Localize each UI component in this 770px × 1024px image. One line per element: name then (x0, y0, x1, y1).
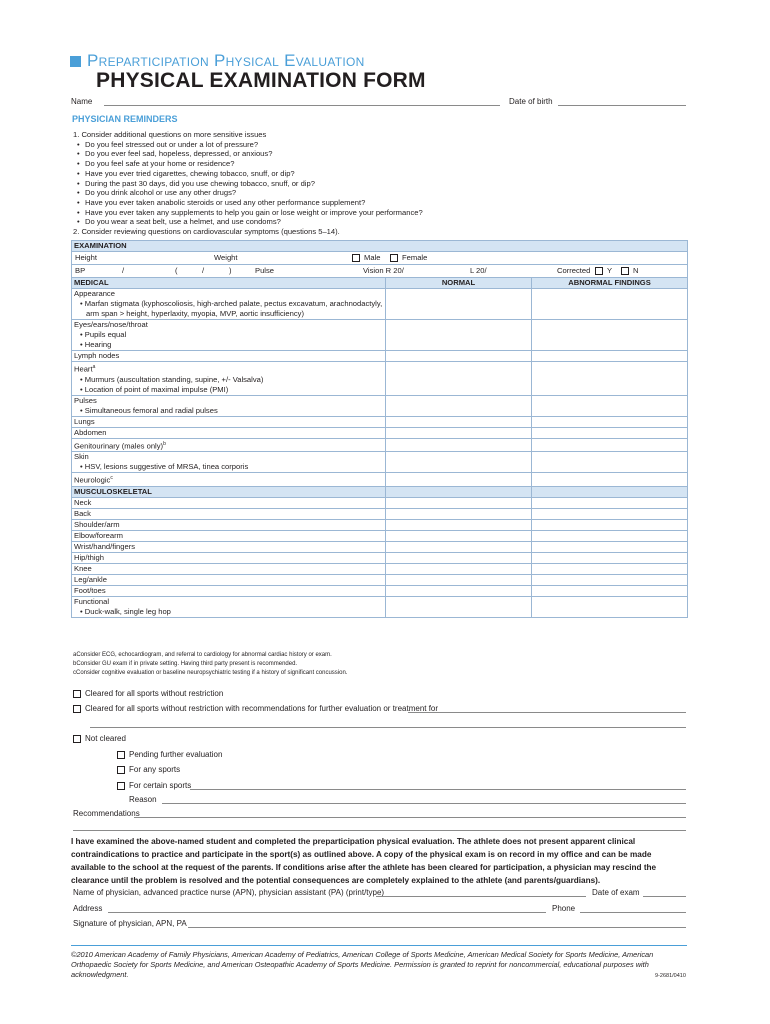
table-row (72, 552, 688, 563)
normal-cell[interactable] (386, 563, 532, 574)
form-title: PHYSICAL EXAMINATION FORM (96, 69, 426, 92)
row-label: Pulses (74, 395, 97, 405)
normal-cell[interactable] (386, 351, 532, 362)
abnormal-cell[interactable] (532, 438, 688, 452)
abnormal-cell[interactable] (532, 320, 688, 351)
row-label: Shoulder/arm (72, 519, 386, 530)
table-row (72, 574, 688, 585)
corrected-no-checkbox[interactable]: N (621, 266, 638, 276)
abnormal-cell[interactable] (532, 351, 688, 362)
normal-cell[interactable] (386, 596, 532, 617)
normal-cell[interactable] (386, 473, 532, 487)
recommendations-field-line2[interactable] (73, 830, 686, 831)
height-label: Height (75, 253, 97, 262)
signature-label: Signature of physician, APN, PA (73, 919, 187, 928)
table-row (72, 320, 688, 351)
reminder-bullet: • Have you ever taken anabolic steroids or used any other performance supplement? (73, 198, 423, 208)
bp-paren-close: ) (229, 266, 232, 275)
abnormal-cell[interactable] (532, 508, 688, 519)
row-label: Lymph nodes (72, 351, 386, 362)
row-bullet: • Simultaneous femoral and radial pulses (80, 405, 218, 415)
row-label: Foot/toes (72, 585, 386, 596)
table-row (72, 563, 688, 574)
row-bullet: • HSV, lesions suggestive of MRSA, tinea corporis (80, 462, 249, 472)
table-row (72, 351, 688, 362)
vitals-row (72, 265, 688, 278)
table-row (72, 497, 688, 508)
row-label: Genitourinary (males only)$^b$ (72, 438, 386, 452)
table-row (72, 530, 688, 541)
reminder-bullet: • Do you ever feel sad, hopeless, depressed, or anxious? (73, 149, 423, 159)
abnormal-column-heading: ABNORMAL FINDINGS (532, 278, 688, 289)
corrected-label: Corrected (557, 266, 591, 275)
dob-label: Date of birth (509, 97, 553, 106)
reminders-list (73, 130, 423, 237)
row-label: Back (72, 508, 386, 519)
date-of-exam-label: Date of exam (592, 888, 640, 897)
normal-column-heading: NORMAL (386, 278, 532, 289)
abnormal-cell[interactable] (532, 289, 688, 320)
normal-cell[interactable] (386, 497, 532, 508)
header-square-icon (70, 56, 81, 67)
normal-cell[interactable] (386, 320, 532, 351)
normal-cell[interactable] (386, 416, 532, 427)
abnormal-cell[interactable] (532, 416, 688, 427)
medical-heading: MEDICAL (72, 278, 386, 289)
bp-slash-2: / (202, 266, 205, 275)
normal-cell[interactable] (386, 289, 532, 320)
vision-left-label: L 20/ (470, 266, 487, 275)
reminder-bullet: • Do you feel stressed out or under a lot of pressure? (73, 140, 423, 150)
pending-evaluation-checkbox[interactable]: Pending further evaluation (117, 750, 222, 759)
row-label: Hip/thigh (72, 552, 386, 563)
physician-name-field[interactable] (376, 896, 586, 897)
musculoskeletal-heading: MUSCULOSKELETAL (72, 486, 386, 497)
table-row (72, 519, 688, 530)
form-code: 9-2681/0410 (655, 973, 686, 979)
row-bullet-cont: arm span > height, hyperlaxity, myopia, MVP, aortic insufficiency) (86, 309, 304, 318)
abnormal-cell[interactable] (532, 395, 688, 416)
row-bullet: • Marfan stigmata (kyphoscoliosis, high-arched palate, pectus excavatum, arachnodactyly, (80, 299, 383, 308)
phone-field[interactable] (580, 912, 686, 913)
row-label: Abdomen (72, 427, 386, 438)
abnormal-cell[interactable] (532, 574, 688, 585)
address-field[interactable] (108, 912, 546, 913)
abnormal-cell[interactable] (532, 541, 688, 552)
normal-cell[interactable] (386, 362, 532, 396)
vision-right-label: Vision R 20/ (363, 266, 404, 275)
row-bullet: • Location of point of maximal impulse (PMI) (80, 384, 229, 394)
footnote: aConsider ECG, echocardiogram, and referral to cardiology for abnormal cardiac history or exam. (73, 652, 332, 658)
reminder-bullet: • Do you feel safe at your home or residence? (73, 159, 423, 169)
abnormal-cell[interactable] (532, 452, 688, 473)
normal-cell[interactable] (386, 585, 532, 596)
reminder-bullet: • Do you drink alcohol or use any other drugs? (73, 188, 423, 198)
row-bullet: • Duck-walk, single leg hop (80, 606, 171, 616)
normal-cell[interactable] (386, 574, 532, 585)
reason-field[interactable] (162, 803, 686, 804)
reminder-bullet: • Have you ever taken any supplements to help you gain or lose weight or improve your performance? (73, 208, 423, 218)
row-bullet: • Murmurs (auscultation standing, supine, +/- Valsalva) (80, 374, 264, 384)
reminder-item-2: 2. Consider reviewing questions on cardiovascular symptoms (questions 5–14). (73, 227, 340, 237)
row-label: Neurologic$^c$ (72, 473, 386, 487)
recommendations-field[interactable] (134, 817, 686, 818)
table-row (72, 416, 688, 427)
row-label: Elbow/forearm (72, 530, 386, 541)
normal-cell[interactable] (386, 395, 532, 416)
abnormal-cell[interactable] (532, 473, 688, 487)
row-label: Neck (72, 497, 386, 508)
abnormal-cell[interactable] (532, 530, 688, 541)
row-label: Leg/ankle (72, 574, 386, 585)
reminder-item-1: 1. Consider additional questions on more sensitive issues (73, 130, 267, 139)
cleared-all-sports-checkbox[interactable]: Cleared for all sports without restriction (73, 689, 223, 698)
footnote: cConsider cognitive evaluation or baseline neuropsychiatric testing if a history of significant concussion. (73, 670, 348, 676)
abnormal-cell[interactable] (532, 427, 688, 438)
table-row (72, 585, 688, 596)
row-label: Skin (74, 452, 89, 462)
normal-cell[interactable] (386, 438, 532, 452)
normal-cell[interactable] (386, 541, 532, 552)
abnormal-cell[interactable] (532, 563, 688, 574)
normal-cell[interactable] (386, 452, 532, 473)
footnotes (73, 651, 347, 678)
not-cleared-checkbox[interactable]: Not cleared (73, 734, 126, 743)
footnote: bConsider GU exam if in private setting. Having third party present is recommended. (73, 661, 298, 667)
bp-slash: / (122, 266, 125, 275)
normal-cell[interactable] (386, 427, 532, 438)
row-label: Appearance (74, 289, 115, 298)
normal-cell[interactable] (386, 530, 532, 541)
row-label: Eyes/ears/nose/throat (74, 320, 148, 329)
reason-label: Reason (129, 795, 157, 804)
date-of-exam-field[interactable] (643, 896, 686, 897)
for-any-sports-checkbox[interactable]: For any sports (117, 765, 180, 774)
physician-name-label: Name of physician, advanced practice nurse (APN), physician assistant (PA) (print/type) (73, 888, 385, 897)
abnormal-cell[interactable] (532, 519, 688, 530)
examination-table (71, 240, 688, 618)
physician-reminders-heading: PHYSICIAN REMINDERS (72, 114, 178, 124)
table-row (72, 541, 688, 552)
address-label: Address (73, 904, 103, 913)
table-row (72, 395, 688, 416)
row-label: Knee (72, 563, 386, 574)
reminder-bullet: • Do you wear a seat belt, use a helmet, and use condoms? (73, 217, 423, 227)
table-row (72, 596, 688, 617)
row-label: Functional (74, 596, 110, 606)
bp-paren-open: ( (175, 266, 178, 275)
table-row (72, 508, 688, 519)
cleared-with-recommendations-checkbox[interactable]: Cleared for all sports without restriction with recommendations for further evaluation or treatment for (73, 704, 438, 713)
row-label: Heart$^a$ (74, 364, 96, 374)
pulse-label: Pulse (255, 266, 274, 275)
abnormal-cell[interactable] (532, 552, 688, 563)
reminder-bullet: • During the past 30 days, did you use chewing tobacco, snuff, or dip? (73, 179, 423, 189)
row-label: Wrist/hand/fingers (72, 541, 386, 552)
recommendations-for-field-line2[interactable] (90, 727, 686, 728)
row-bullet: • Pupils equal (80, 330, 127, 339)
phone-label: Phone (552, 904, 576, 913)
examination-heading: EXAMINATION (72, 241, 688, 252)
name-field[interactable] (104, 105, 500, 106)
abnormal-cell[interactable] (532, 596, 688, 617)
signature-field[interactable] (188, 927, 686, 928)
form-series-title: Preparticipation Physical Evaluation (87, 51, 365, 70)
normal-cell[interactable] (386, 552, 532, 563)
table-row (72, 289, 688, 320)
reminder-bullet: • Have you ever tried cigarettes, chewing tobacco, snuff, or dip? (73, 169, 423, 179)
table-row (72, 473, 688, 487)
recommendations-label: Recommendations (73, 809, 140, 818)
female-checkbox[interactable]: Female (390, 253, 427, 263)
table-row (72, 438, 688, 452)
normal-cell[interactable] (386, 508, 532, 519)
abnormal-cell[interactable] (532, 362, 688, 396)
row-label: Lungs (72, 416, 386, 427)
abnormal-cell[interactable] (532, 497, 688, 508)
for-certain-sports-checkbox[interactable]: For certain sports (117, 781, 191, 790)
row-bullet: • Hearing (80, 340, 112, 349)
name-label: Name (71, 97, 93, 106)
table-row (72, 452, 688, 473)
copyright-footer: ©2010 American Academy of Family Physicians, American Academy of Pediatrics, American College of Sports Medicine, American Medical Society for Sports Medicine, American Orthopaedic Society for Sports Medicine, and American Osteopathic Academy of Sports Medicine. Permission is granted to reprint for noncommercial, educational purposes with acknowledgment. (71, 945, 687, 980)
abnormal-cell[interactable] (532, 585, 688, 596)
certain-sports-field[interactable] (190, 789, 686, 790)
normal-cell[interactable] (386, 519, 532, 530)
height-weight-row (72, 252, 688, 265)
weight-label: Weight (214, 253, 238, 262)
physician-statement: I have examined the above-named student and completed the preparticipation physical evaluation. The athlete does not present apparent clinical contraindications to practice and participate in the sport(s) as outlined above. A copy of the physical exam is on record in my office and can be made available to the school at the request of the parents. If conditions arise after the athlete has been cleared for participation, a physician may rescind the clearance until the problem is resolved and the potential consequences are completely explained to the athlete (and parents/guardians). (71, 837, 657, 885)
table-row (72, 427, 688, 438)
dob-field[interactable] (558, 105, 686, 106)
male-checkbox[interactable]: Male (352, 253, 380, 263)
corrected-yes-checkbox[interactable]: Y (595, 266, 612, 276)
table-row (72, 362, 688, 396)
bp-label: BP (75, 266, 86, 275)
recommendations-for-field[interactable] (408, 712, 686, 713)
